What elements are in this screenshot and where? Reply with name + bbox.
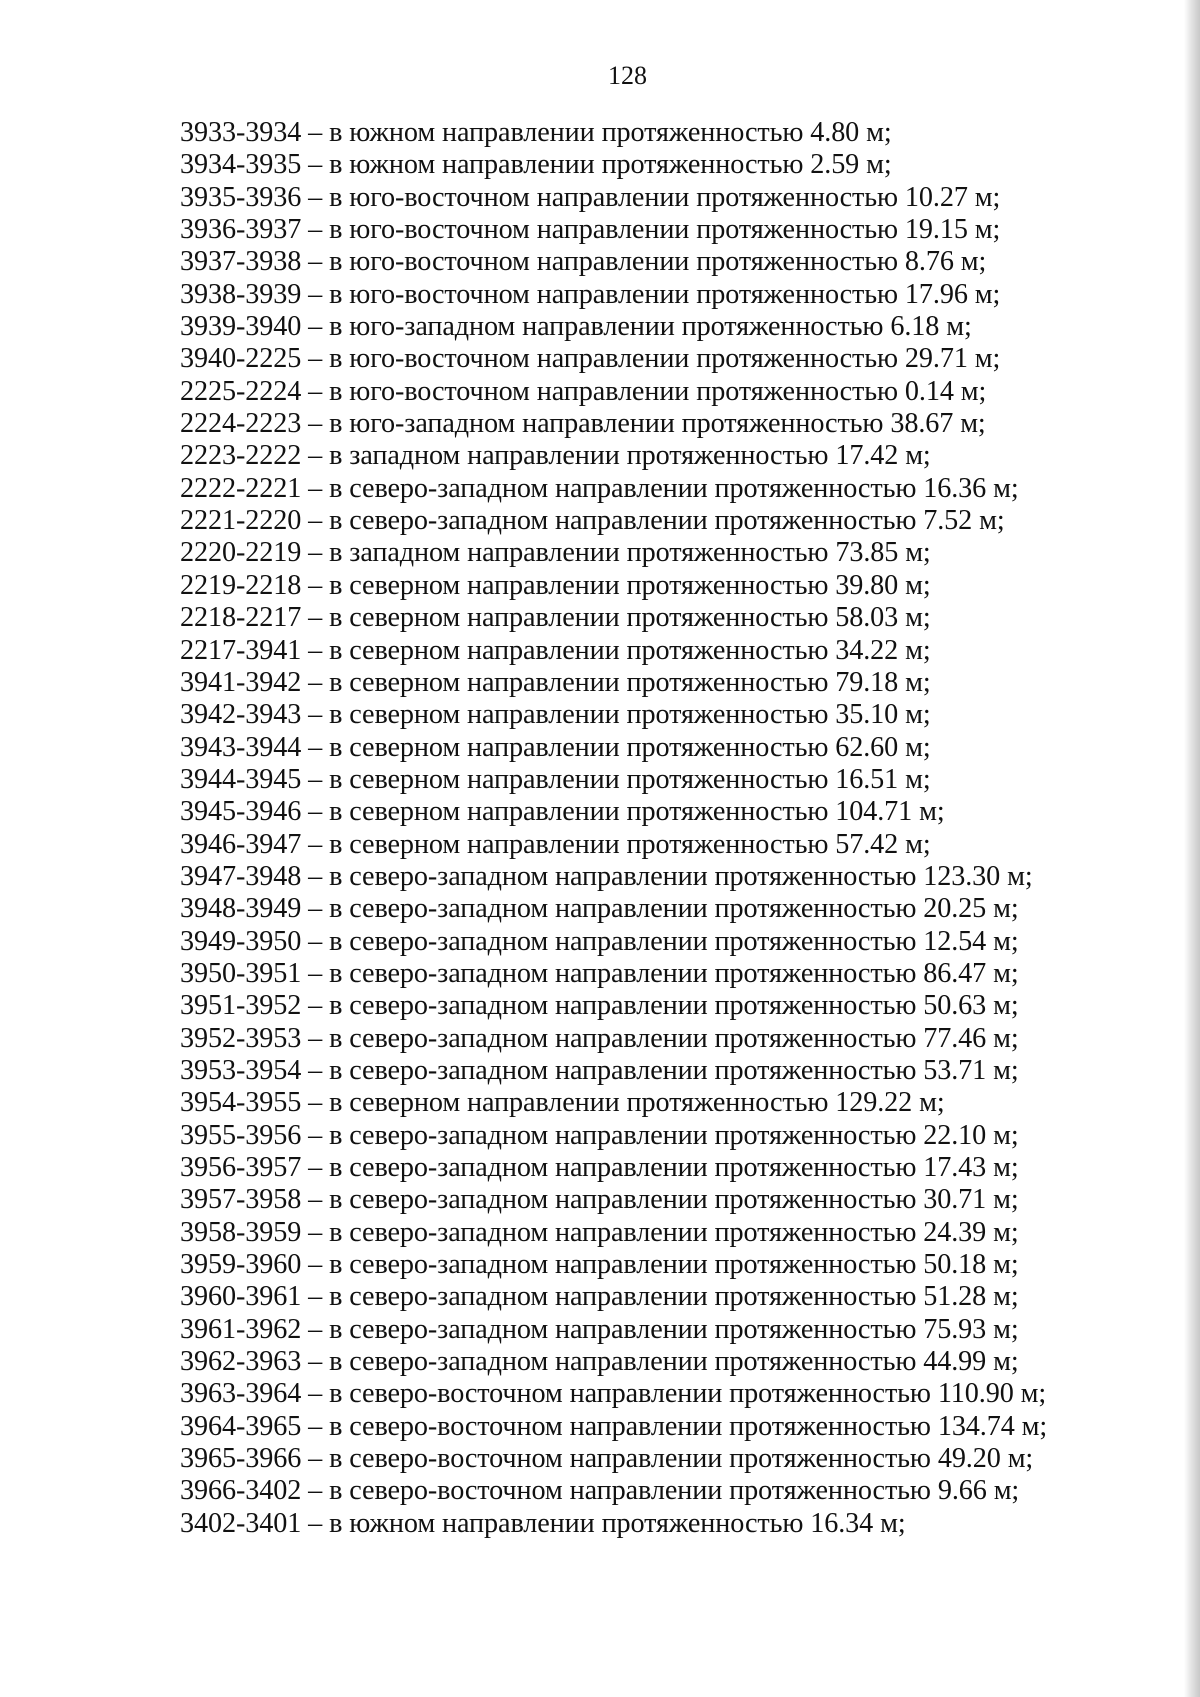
boundary-segment-line: 3952-3953 – в северо-западном направлении протяженностью 77.46 м; (180, 1022, 1019, 1054)
scanned-page-edge (1184, 0, 1200, 1697)
boundary-segment-line: 3944-3945 – в северном направлении протяженностью 16.51 м; (180, 763, 931, 795)
boundary-segment-line: 3965-3966 – в северо-восточном направлении протяженностью 49.20 м; (180, 1443, 1034, 1475)
boundary-segment-line: 3940-2225 – в юго-восточном направлении протяженностью 29.71 м; (180, 343, 1001, 375)
boundary-segment-line: 3942-3943 – в северном направлении протяженностью 35.10 м; (180, 699, 931, 731)
boundary-segment-line: 3943-3944 – в северном направлении протяженностью 62.60 м; (180, 731, 931, 763)
boundary-segment-line: 3964-3965 – в северо-восточном направлении протяженностью 134.74 м; (180, 1410, 1048, 1442)
boundary-segment-line: 3948-3949 – в северо-западном направлении протяженностью 20.25 м; (180, 893, 1019, 925)
boundary-segment-line: 2224-2223 – в юго-западном направлении протяженностью 38.67 м; (180, 408, 986, 440)
boundary-segment-line: 3958-3959 – в северо-западном направлении протяженностью 24.39 м; (180, 1216, 1019, 1248)
boundary-segment-line: 3950-3951 – в северо-западном направлении протяженностью 86.47 м; (180, 957, 1019, 989)
boundary-segment-line: 2223-2222 – в западном направлении протяженностью 17.42 м; (180, 440, 931, 472)
boundary-segment-line: 3937-3938 – в юго-восточном направлении протяженностью 8.76 м; (180, 246, 987, 278)
page-number: 128 (608, 61, 647, 90)
boundary-segment-line: 3947-3948 – в северо-западном направлении протяженностью 123.30 м; (180, 860, 1033, 892)
boundary-segment-line: 3945-3946 – в северном направлении протяженностью 104.71 м; (180, 796, 945, 828)
boundary-segment-line: 2217-3941 – в северном направлении протяженностью 34.22 м; (180, 634, 931, 666)
boundary-segment-line: 3956-3957 – в северо-западном направлении протяженностью 17.43 м; (180, 1152, 1019, 1183)
boundary-segment-line: 3941-3942 – в северном направлении протяженностью 79.18 м; (180, 666, 931, 698)
boundary-segment-line: 3957-3958 – в северо-западном направлении протяженностью 30.71 м; (180, 1184, 1019, 1216)
boundary-description-list (180, 117, 1110, 1540)
boundary-segment-line: 3960-3961 – в северо-западном направлении протяженностью 51.28 м; (180, 1281, 1019, 1313)
boundary-segment-line: 3951-3952 – в северо-западном направлении протяженностью 50.63 м; (180, 990, 1019, 1022)
boundary-segment-line: 3402-3401 – в южном направлении протяженностью 16.34 м; (180, 1507, 906, 1539)
boundary-segment-line: 3934-3935 – в южном направлении протяженностью 2.59 м; (180, 149, 892, 181)
boundary-segment-line: 3959-3960 – в северо-западном направлении протяженностью 50.18 м; (180, 1249, 1019, 1281)
boundary-segment-line: 3955-3956 – в северо-западном направлении протяженностью 22.10 м; (180, 1119, 1019, 1151)
boundary-segment-line: 3933-3934 – в южном направлении протяженностью 4.80 м; (180, 117, 892, 148)
boundary-segment-line: 2219-2218 – в северном направлении протяженностью 39.80 м; (180, 569, 931, 601)
boundary-segment-line: 3963-3964 – в северо-восточном направлении протяженностью 110.90 м; (180, 1378, 1047, 1410)
boundary-segment-line: 2222-2221 – в северо-западном направлении протяженностью 16.36 м; (180, 472, 1019, 504)
boundary-segment-line: 3962-3963 – в северо-западном направлении протяженностью 44.99 м; (180, 1346, 1019, 1378)
boundary-segment-line: 3953-3954 – в северо-западном направлении протяженностью 53.71 м; (180, 1054, 1019, 1086)
boundary-segment-line: 3949-3950 – в северо-западном направлении протяженностью 12.54 м; (180, 925, 1019, 957)
boundary-segment-line: 2221-2220 – в северо-западном направлении протяженностью 7.52 м; (180, 505, 1005, 537)
boundary-segment-line: 3936-3937 – в юго-восточном направлении протяженностью 19.15 м; (180, 214, 1001, 246)
boundary-segment-line: 2225-2224 – в юго-восточном направлении протяженностью 0.14 м; (180, 375, 987, 407)
boundary-segment-line: 3938-3939 – в юго-восточном направлении протяженностью 17.96 м; (180, 278, 1001, 310)
boundary-segment-line: 3939-3940 – в юго-западном направлении протяженностью 6.18 м; (180, 311, 972, 343)
boundary-segment-line: 2220-2219 – в западном направлении протяженностью 73.85 м; (180, 537, 931, 569)
boundary-segment-line: 3935-3936 – в юго-восточном направлении протяженностью 10.27 м; (180, 181, 1001, 213)
boundary-segment-line: 3966-3402 – в северо-восточном направлении протяженностью 9.66 м; (180, 1475, 1020, 1507)
boundary-segment-line: 3954-3955 – в северном направлении протяженностью 129.22 м; (180, 1087, 945, 1119)
boundary-segment-line: 3946-3947 – в северном направлении протяженностью 57.42 м; (180, 828, 931, 860)
boundary-segment-line: 2218-2217 – в северном направлении протяженностью 58.03 м; (180, 602, 931, 634)
boundary-segment-line: 3961-3962 – в северо-западном направлении протяженностью 75.93 м; (180, 1313, 1019, 1345)
